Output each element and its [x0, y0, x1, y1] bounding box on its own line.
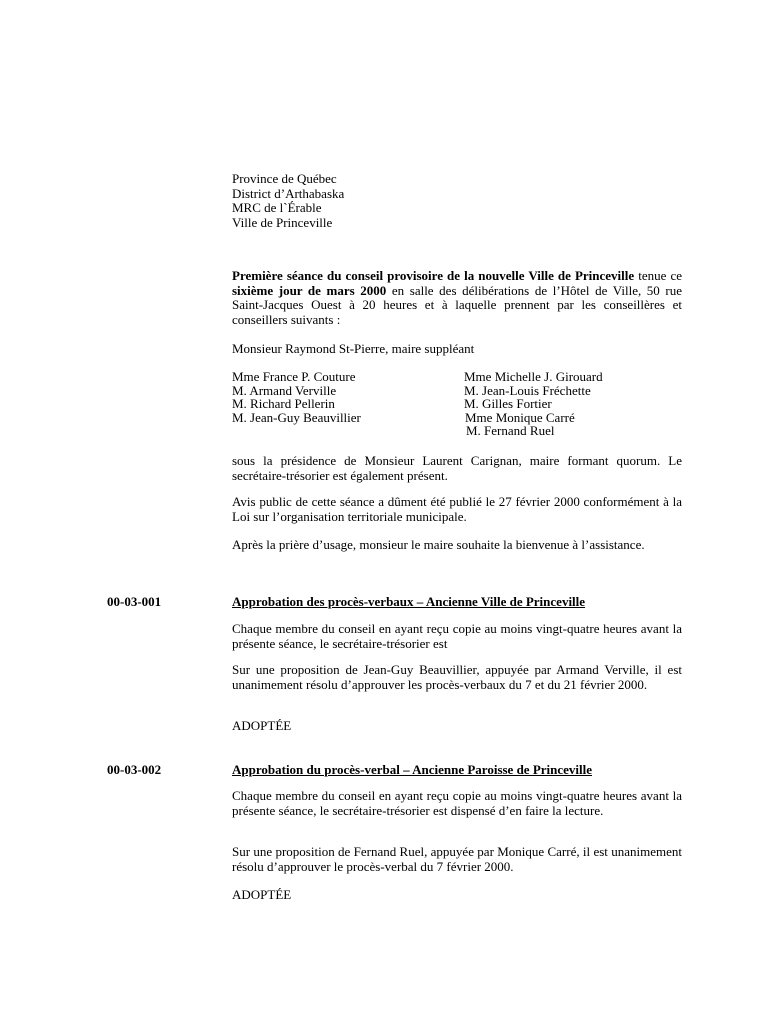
adopted-label: ADOPTÉE — [232, 887, 292, 902]
councillor: Mme Michelle J. Girouard — [464, 369, 603, 384]
avis-public-paragraph: Avis public de cette séance a dûment été publié le 27 février 2000 conformément à la Loi sur l’organisation territoriale municipale. — [232, 494, 682, 524]
header-district: District d’Arthabaska — [232, 185, 345, 201]
councillors-left-column — [232, 370, 361, 424]
header-ville: Ville de Princeville — [232, 214, 333, 230]
councillor: M. Armand Verville — [232, 382, 337, 398]
councillor: M. Jean-Guy Beauvillier — [232, 409, 361, 425]
intro-bold-title: Première séance du conseil provisoire de la nouvelle Ville de Princeville — [232, 268, 635, 283]
resolution-number: 00-03-001 — [107, 594, 162, 609]
header-province: Province de Québec — [232, 171, 337, 186]
intro-text-2: en salle des délibérations de l’Hôtel de Ville, 50 rue Saint-Jacques Ouest à 20 heures et à laquelle prennent par les conseillères et conseillers suivants : — [232, 282, 683, 327]
councillor: M. Richard Pellerin — [232, 396, 335, 411]
resolution-number: 00-03-002 — [107, 762, 162, 777]
councillor: M. Fernand Ruel — [466, 423, 555, 438]
priere-paragraph: Après la prière d’usage, monsieur le maire souhaite la bienvenue à l’assistance. — [232, 537, 645, 552]
resolution-title: Approbation des procès-verbaux – Ancienne Ville de Princeville — [232, 594, 586, 609]
resolution-paragraph: Chaque membre du conseil en ayant reçu copie au moins vingt-quatre heures avant la présente séance, le secrétaire-trésorier est — [232, 621, 682, 651]
resolution-paragraph: Sur une proposition de Fernand Ruel, appuyée par Monique Carré, il est unanimement résolu d’approuver le procès-verbal du 7 février 2000. — [232, 844, 682, 874]
resolution-paragraph: Chaque membre du conseil en ayant reçu copie au moins vingt-quatre heures avant la présente séance, le secrétaire-trésorier est dispensé d’en faire la lecture. — [232, 788, 682, 818]
councillor: Mme Monique Carré — [465, 409, 575, 425]
header-mrc: MRC de l`Érable — [232, 200, 322, 215]
intro-paragraph — [232, 269, 682, 327]
document-header — [232, 172, 682, 230]
resolution-paragraph: Sur une proposition de Jean-Guy Beauvillier, appuyée par Armand Verville, il est unanimement résolu d’approuver les procès-verbaux du 7 et du 21 février 2000. — [232, 662, 682, 692]
councillor: M. Gilles Fortier — [464, 396, 552, 411]
resolution-title: Approbation du procès-verbal – Ancienne Paroisse de Princeville — [232, 762, 593, 777]
councillor: Mme France P. Couture — [232, 369, 356, 384]
intro-bold-date: sixième jour de mars 2000 — [232, 282, 387, 298]
councillor: M. Jean-Louis Fréchette — [464, 382, 591, 398]
adopted-label: ADOPTÉE — [232, 718, 292, 733]
presidence-paragraph: sous la présidence de Monsieur Laurent Carignan, maire formant quorum. Le secrétaire-trésorier est également présent. — [232, 453, 682, 483]
councillors-right-column — [464, 370, 603, 438]
intro-text-1: tenue ce — [634, 268, 682, 283]
mayor-line: Monsieur Raymond St-Pierre, maire suppléant — [232, 341, 475, 356]
